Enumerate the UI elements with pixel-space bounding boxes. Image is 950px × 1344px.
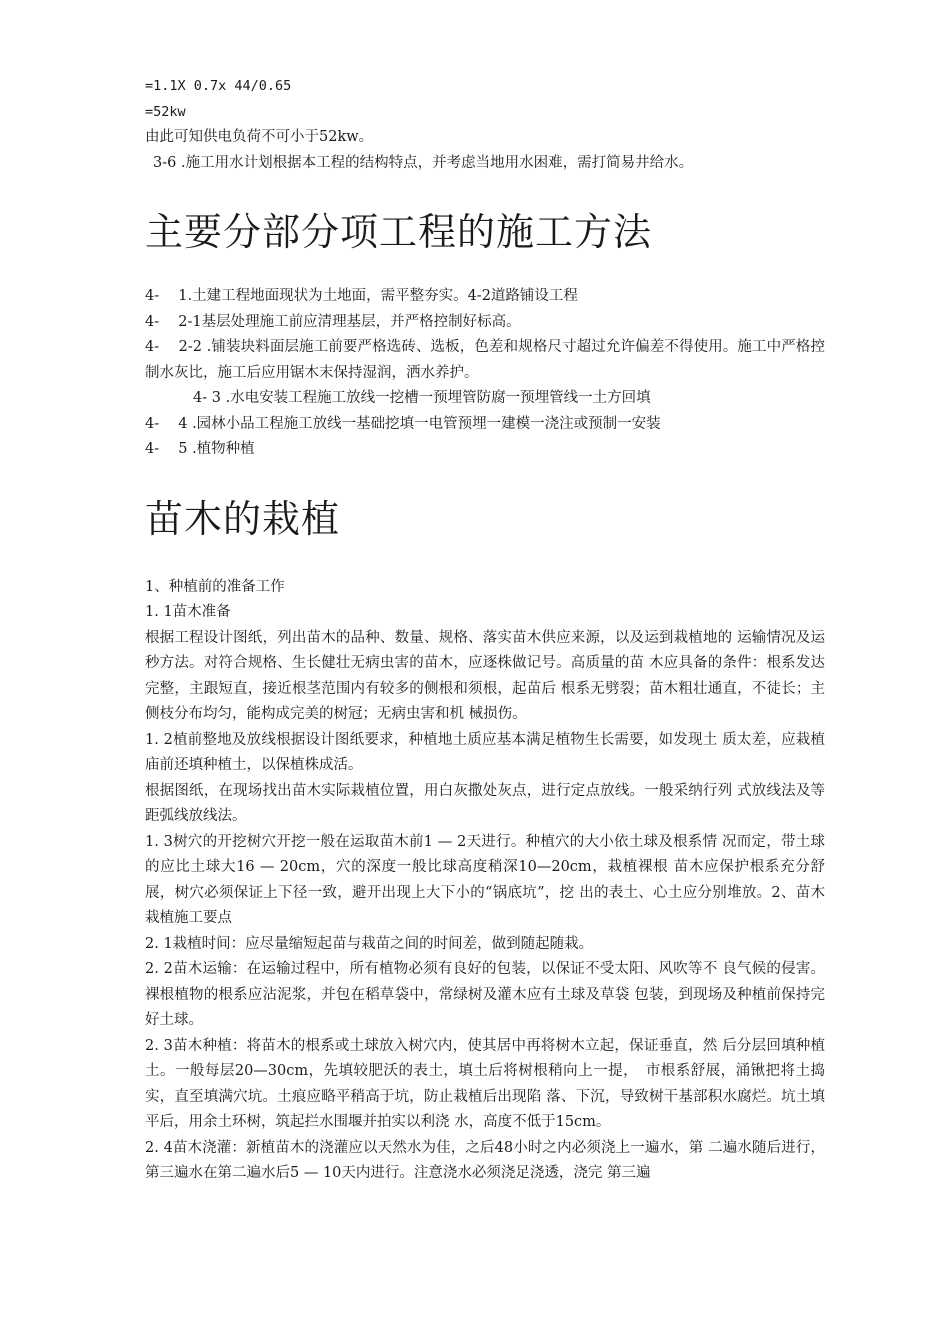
method-item: 4- 1.土建工程地面现状为土地面，需平整夯实。4-2道路铺设工程 — [145, 288, 578, 304]
body-paragraph: 1. 2植前整地及放线根据设计图纸要求，种植地土质应基本满足植物生长需要，如发现土 质太差，应栽植庙前还填种植土，以保植株成活。 — [145, 731, 825, 773]
document-page — [145, 74, 825, 1187]
body-paragraph: 根据图纸，在现场找出苗木实际栽植位置，用白灰撒处灰点，进行定点放线。一般采纳行列 式放线法及等距弧线放线法。 — [145, 782, 825, 824]
method-item: 4- 3 .水电安装工程施工放线一挖槽一预埋管防腐一预埋管线一土方回填 — [193, 390, 651, 406]
body-paragraph: 2. 4苗木浇灌：新植苗木的浇灌应以天然水为佳，之后48小时之内必须浇上一遍水，第 二遍水随后进行，第三遍水在第二遍水后5 — 10天内进行。注意浇水必须浇足浇透，浇完 第三遍 — [145, 1139, 825, 1181]
water-plan: 3-6 .施工用水计划根据本工程的结构特点，并考虑当地用水困难，需打简易井给水。 — [153, 154, 694, 171]
section-title-planting: 苗木的栽植 — [145, 496, 341, 541]
body-paragraph: 根据工程设计图纸，列出苗木的品种、数量、规格、落实苗木供应来源，以及运到栽植地的 运输情况及运秒方法。对符合规格、生长健壮无病虫害的苗木，应逐株做记号。高质量的苗 木应具备的条件：根系发达完整，主跟短直，接近根茎范围内有较多的侧根和须根，起苗后 根系无劈裂；苗木粗壮通直，不徒长；主侧枝分布均匀，能构成完美的树冠；无病虫害和机 械损伤。 — [145, 629, 825, 722]
body-paragraph: 2. 2苗木运输：在运输过程中，所有植物必须有良好的包装，以保证不受太阳、风吹等不 良气候的侵害。裸根植物的根系应沾泥浆，并包在稻草袋中，常绿树及灌木应有土球及草袋 包装，到现场及种植前保持完好土球。 — [145, 961, 825, 1028]
formula-result: =52kw — [145, 103, 186, 120]
method-item: 4- 5 .植物种植 — [145, 441, 255, 457]
method-item: 4- 2-2 .铺装块料面层施工前要严格选砖、选板，色差和规格尺寸超过允许偏差不得使用。施工中严格控制水灰比，施工后应用锯木末保持湿润，洒水养护。 — [145, 339, 825, 381]
body-paragraph: 1. 3树穴的开挖树穴开挖一般在运取苗木前1 — 2天进行。种植穴的大小依土球及根系情 况而定，带土球的应比土球大16 — 20cm，穴的深度一般比球高度稍深10—20cm，栽植裸根 苗木应保护根系充分舒展，树穴必须保证上下径一致，避开出现上大下小的“锅底坑”，挖 出的表土、心土应分别堆放。2、苗木栽植施工要点 — [145, 833, 825, 926]
power-conclusion: 由此可知供电负荷不可小于52kw。 — [145, 129, 374, 145]
section-title-methods: 主要分部分项工程的施工方法 — [145, 210, 653, 254]
body-paragraph: 2. 1栽植时间：应尽量缩短起苗与栽苗之间的时间差，做到随起随栽。 — [145, 935, 594, 952]
formula-line: =1.1X 0.7x 44/0.65 — [145, 78, 292, 94]
sub-heading: 1、种植前的准备工作 — [145, 578, 285, 595]
sub-heading: 1. 1苗木准备 — [145, 604, 231, 620]
body-paragraph: 2. 3苗木种植：将苗木的根系或土球放入树穴内，使其居中再将树木立起，保证垂直，然 后分层回填种植土。一般每层20—30cm，先填较肥沃的表土，填土后将树根稍向上一提， 市根系舒展，涌锹把将土捣实，直至填满穴坑。土痕应略平稍高于坑，防止栽植后出现陷 落、下沉，导致树干基部积水腐烂。坑土填平后，用余土环树，筑起拦水围堰并拍实以利浇 水，高度不低于15cm。 — [145, 1037, 825, 1130]
method-item: 4- 2-1基层处理施工前应清理基层，并严格控制好标高。 — [145, 313, 521, 330]
method-item: 4- 4 .园林小品工程施工放线一基础挖填一电管预埋一建模一浇注或预制一安装 — [145, 415, 661, 432]
